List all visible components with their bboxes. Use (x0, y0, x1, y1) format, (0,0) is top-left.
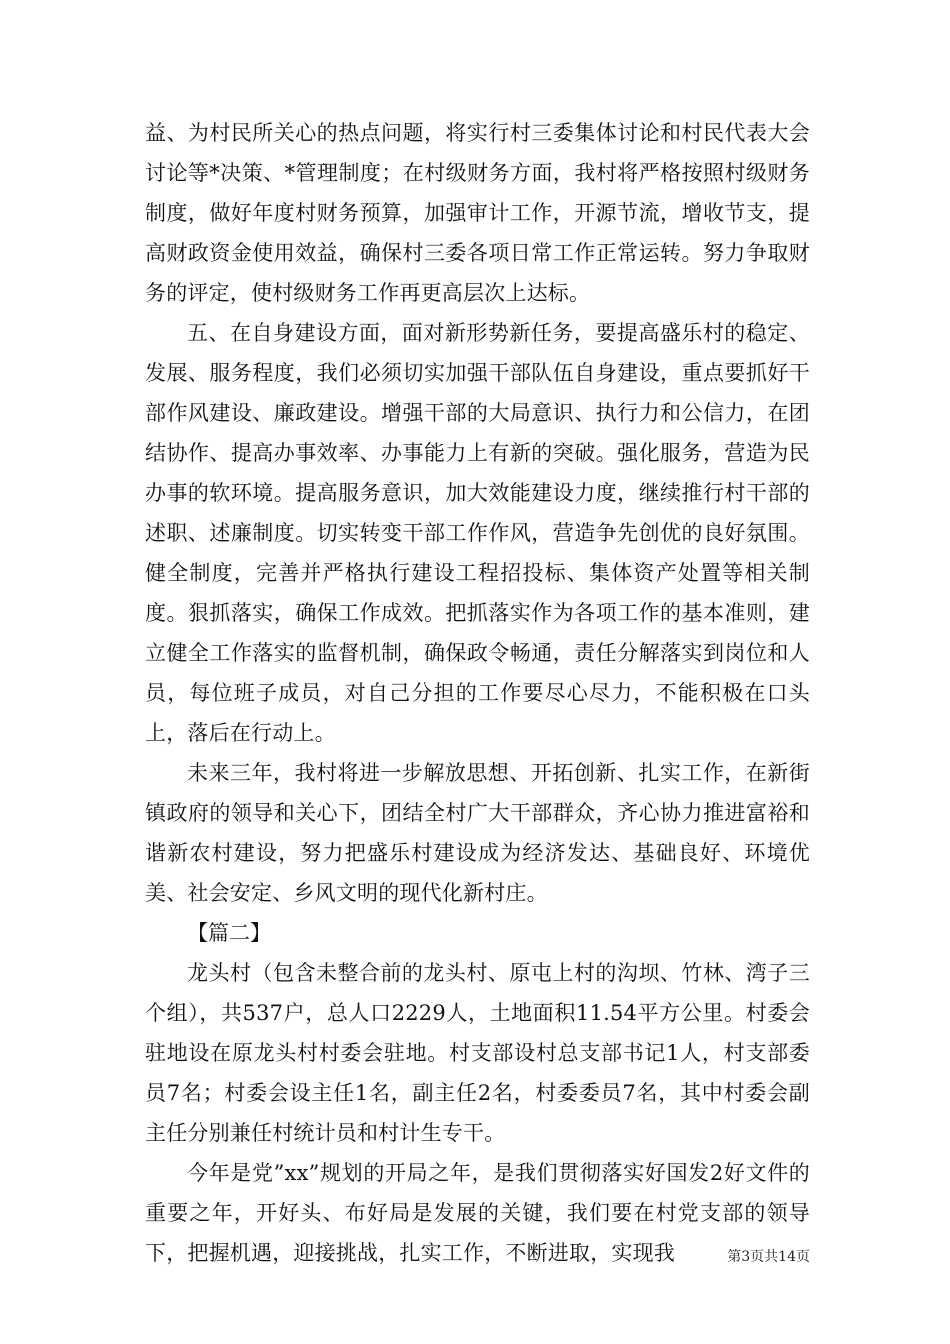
paragraph-continuation: 益、为村民所关心的热点问题，将实行村三委集体讨论和村民代表大会讨论等*决策、*管理制度；在村级财务方面，我村将严格按照村级财务制度，做好年度村财务预算，加强审计工作，开源节流，增收节支，提高财政资金使用效益，确保村三委各项日常工作正常运转。努力争取财务的评定，使村级财务工作再更高层次上达标。 (145, 121, 810, 305)
paragraph-future-three-years: 未来三年，我村将进一步解放思想、开拓创新、扎实工作，在新街镇政府的领导和关心下，团结全村广大干部群众，齐心协力推进富裕和谐新农村建设，努力把盛乐村建设成为经济发达、基础良好、环境优美、社会安定、乡风文明的现代化新村庄。 (145, 761, 810, 905)
paragraph-self-construction: 五、在自身建设方面，面对新形势新任务，要提高盛乐村的稳定、发展、服务程度，我们必须切实加强干部队伍自身建设，重点要抓好干部作风建设、廉政建设。增强干部的大局意识、执行力和公信力，在团结协作、提高办事效率、办事能力上有新的突破。强化服务，营造为民办事的软环境。提高服务意识，加大效能建设力度，继续推行村干部的述职、述廉制度。切实转变干部工作作风，营造争先创优的良好氛围。健全制度，完善并严格执行建设工程招投标、集体资产处置等相关制度。狠抓落实，确保工作成效。把抓落实作为各项工作的基本准则，建立健全工作落实的监督机制，确保政令畅通，责任分解落实到岗位和人员，每位班子成员，对自己分担的工作要尽心尽力，不能积极在口头上，落后在行动上。 (145, 321, 810, 745)
section-heading-part-two: 【篇二】 (187, 921, 271, 945)
paragraph-this-year: 今年是党”xx”规划的开局之年，是我们贯彻落实好国发2好文件的重要之年，开好头、布好局是发展的关键，我们要在村党支部的领导下，把握机遇，迎接挑战，扎实工作，不断进取，实现我 (145, 1161, 810, 1265)
document-body (145, 113, 810, 1273)
page-number-footer: 第3页共14页 (727, 1249, 810, 1265)
paragraph-longtou-village: 龙头村（包含未整合前的龙头村、原屯上村的沟坝、竹林、湾子三个组），共537户，总人口2229人，土地面积11.54平方公里。村委会驻地设在原龙头村村委会驻地。村支部设村总支部书记1人，村支部委员7名；村委会设主任1名，副主任2名，村委委员7名，其中村委会副主任分别兼任村统计员和村计生专干。 (145, 961, 810, 1145)
